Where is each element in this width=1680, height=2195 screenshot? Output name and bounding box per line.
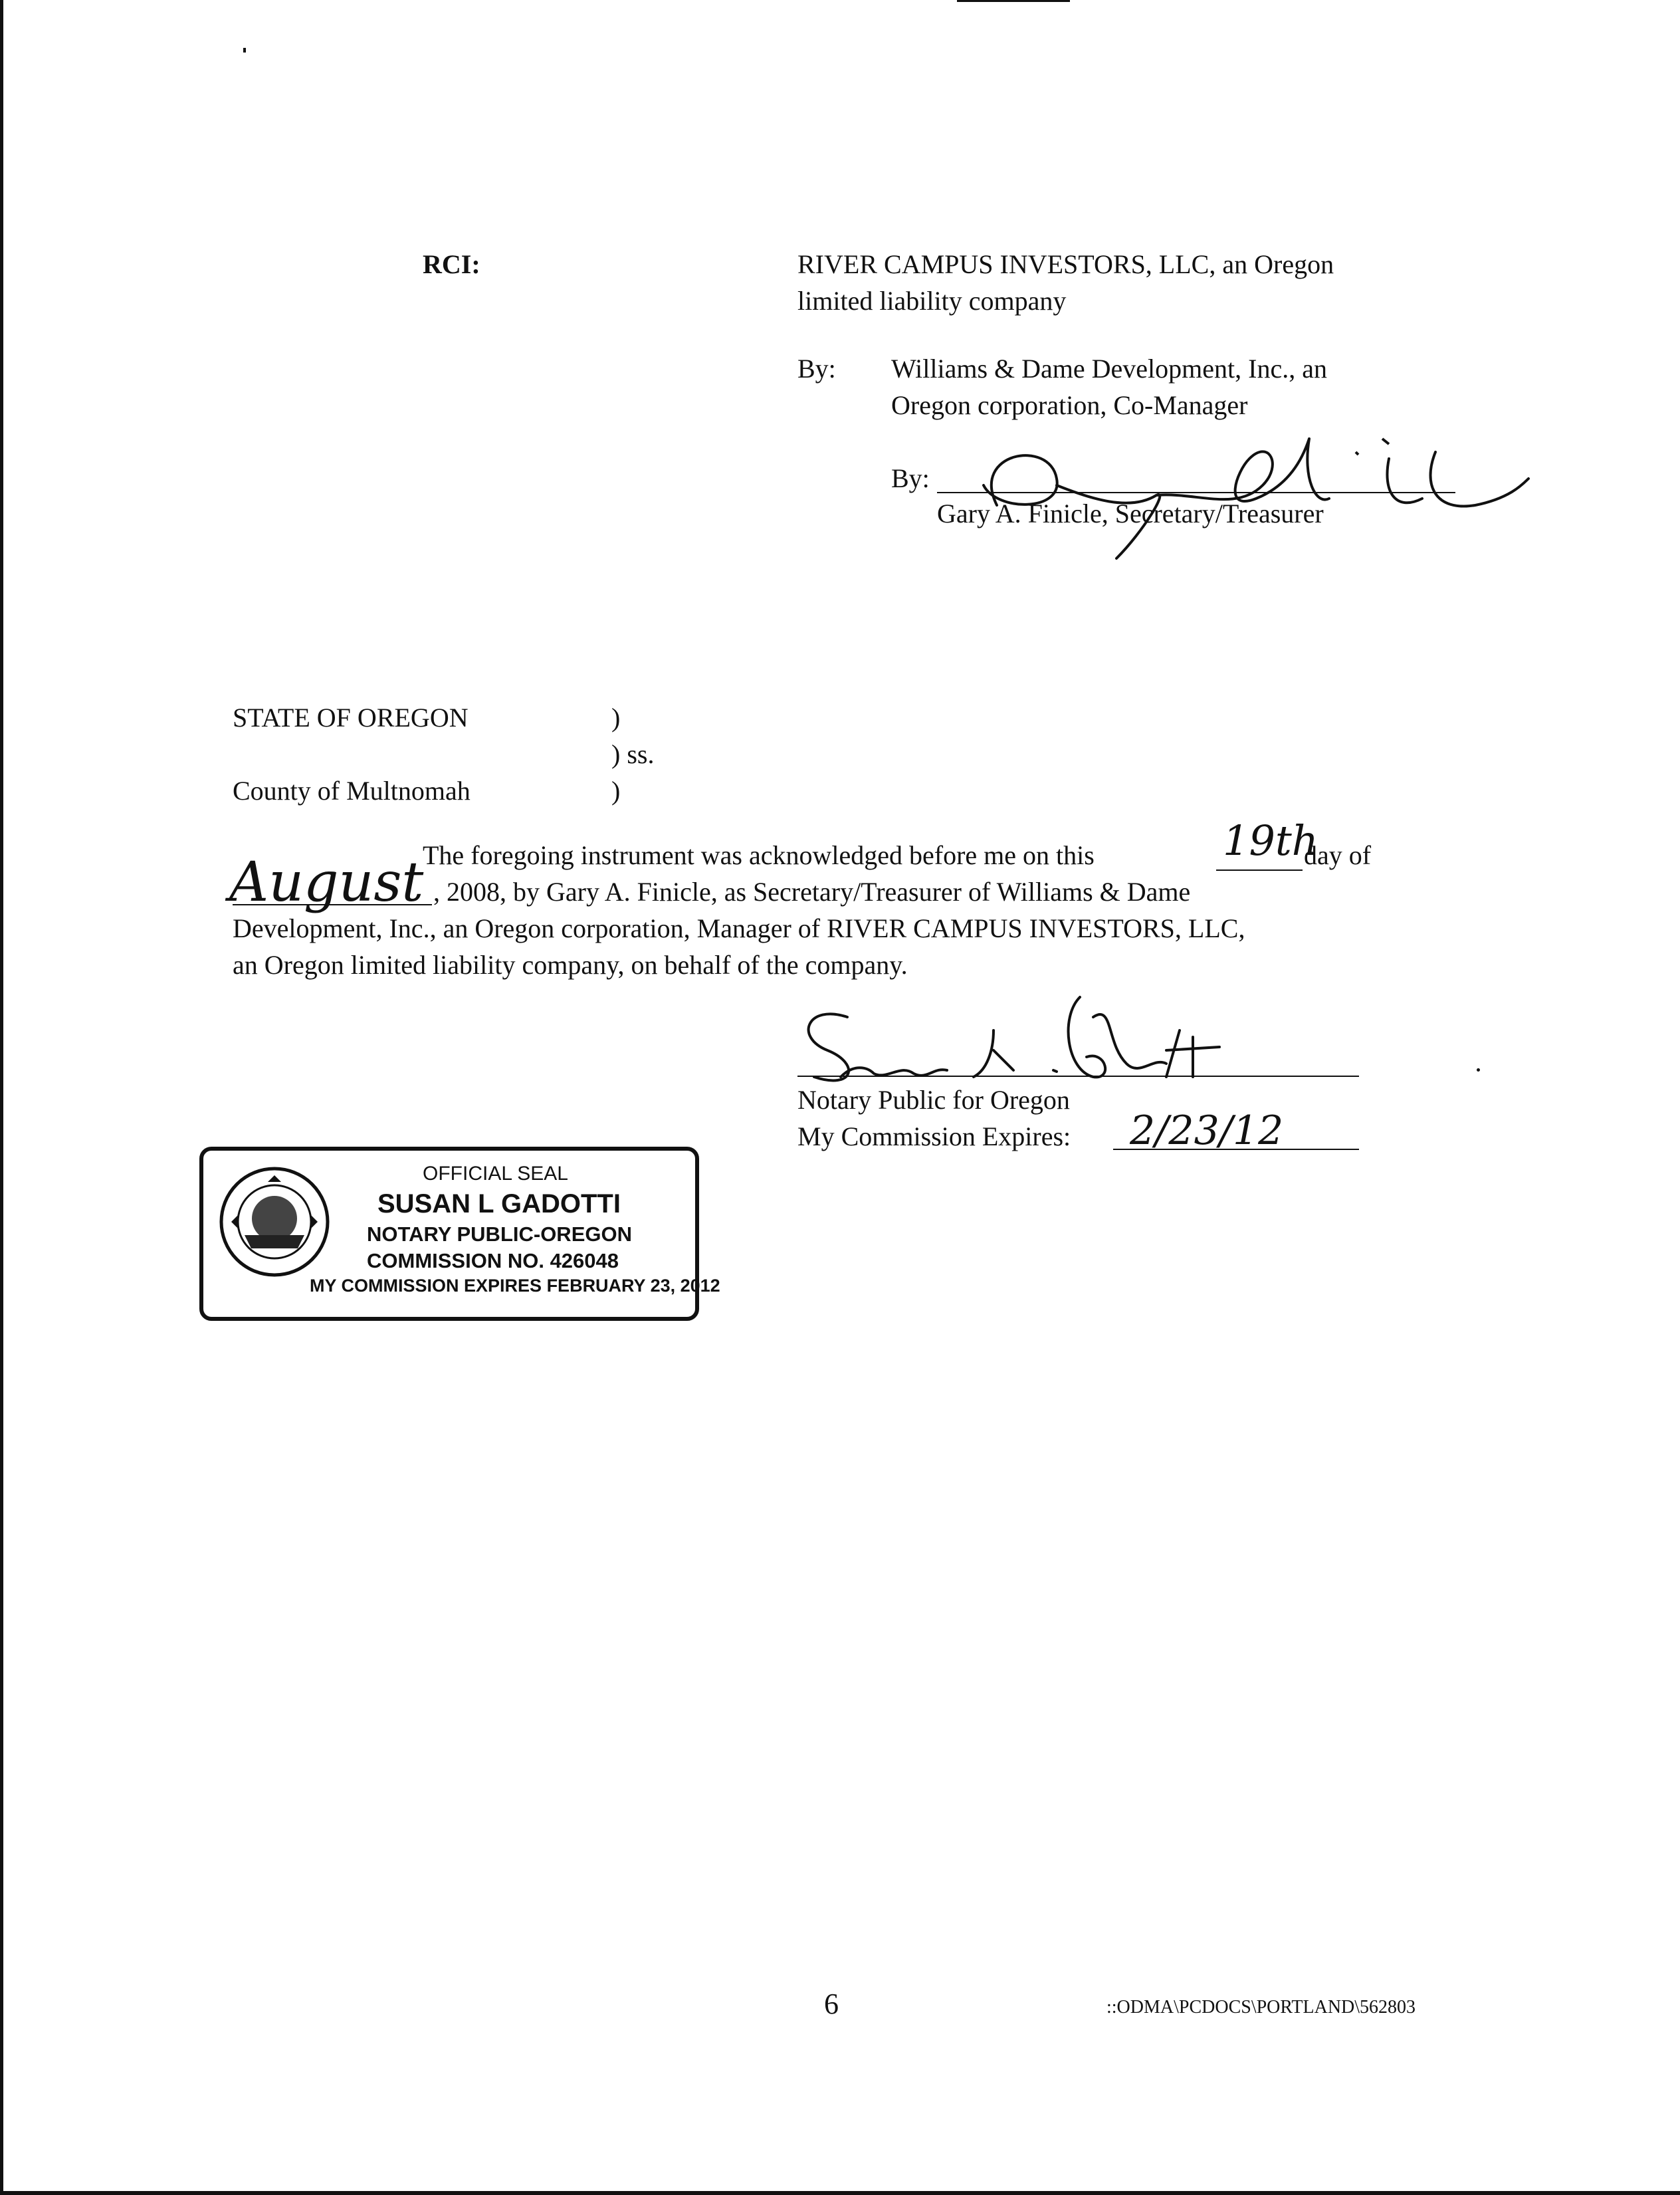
venue-paren-1: ) bbox=[611, 703, 621, 733]
day-handwritten: 19th bbox=[1223, 816, 1318, 865]
seal-heading: OFFICIAL SEAL bbox=[423, 1163, 568, 1185]
ack-line2: , 2008, by Gary A. Finicle, as Secretary/Treasurer of Williams & Dame bbox=[433, 877, 1191, 907]
by-label: By: bbox=[797, 354, 836, 384]
scan-top-mark bbox=[957, 0, 1070, 2]
signer-by-label: By: bbox=[891, 463, 930, 493]
county-label: County of Multnomah bbox=[233, 776, 471, 806]
venue-paren-3: ) bbox=[611, 776, 621, 806]
signer-signature bbox=[957, 412, 1535, 565]
seal-name: SUSAN L GADOTTI bbox=[377, 1189, 621, 1218]
rci-label: RCI: bbox=[423, 249, 480, 279]
page-number: 6 bbox=[824, 1988, 839, 2020]
notary-title: Notary Public for Oregon bbox=[797, 1085, 1070, 1115]
venue-ss: ) ss. bbox=[611, 739, 655, 769]
ack-day-of: day of bbox=[1304, 840, 1372, 870]
signer-name-title: Gary A. Finicle, Secretary/Treasurer bbox=[937, 499, 1324, 528]
seal-expires: MY COMMISSION EXPIRES FEBRUARY 23, 2012 bbox=[310, 1276, 720, 1296]
speck bbox=[243, 48, 246, 53]
scan-left-edge bbox=[0, 0, 3, 2195]
state-label: STATE OF OREGON bbox=[233, 703, 469, 733]
commission-expires-label: My Commission Expires: bbox=[797, 1121, 1071, 1151]
manager-line2: Oregon corporation, Co-Manager bbox=[891, 390, 1248, 420]
ack-line3: Development, Inc., an Oregon corporation, Manager of RIVER CAMPUS INVESTORS, LLC, bbox=[233, 913, 1245, 943]
company-name-line2: limited liability company bbox=[797, 286, 1067, 316]
scan-bottom-edge bbox=[0, 2191, 1680, 2195]
ack-line4: an Oregon limited liability company, on behalf of the company. bbox=[233, 950, 908, 980]
official-seal-stamp bbox=[199, 1147, 720, 1321]
document-path: ::ODMA\PCDOCS\PORTLAND\562803 bbox=[1106, 1997, 1416, 2018]
seal-commission: COMMISSION NO. 426048 bbox=[367, 1249, 619, 1272]
state-seal-emblem bbox=[218, 1165, 331, 1278]
manager-line1: Williams & Dame Development, Inc., an bbox=[891, 354, 1327, 384]
day-blank bbox=[1216, 869, 1303, 871]
seal-title: NOTARY PUBLIC-OREGON bbox=[367, 1222, 632, 1246]
ack-line1: The foregoing instrument was acknowledged before me on this bbox=[423, 840, 1095, 870]
company-name-line1: RIVER CAMPUS INVESTORS, LLC, an Oregon bbox=[797, 249, 1334, 279]
speck bbox=[1477, 1068, 1480, 1072]
month-handwritten: August bbox=[229, 851, 424, 914]
expires-handwritten: 2/23/12 bbox=[1130, 1107, 1284, 1154]
